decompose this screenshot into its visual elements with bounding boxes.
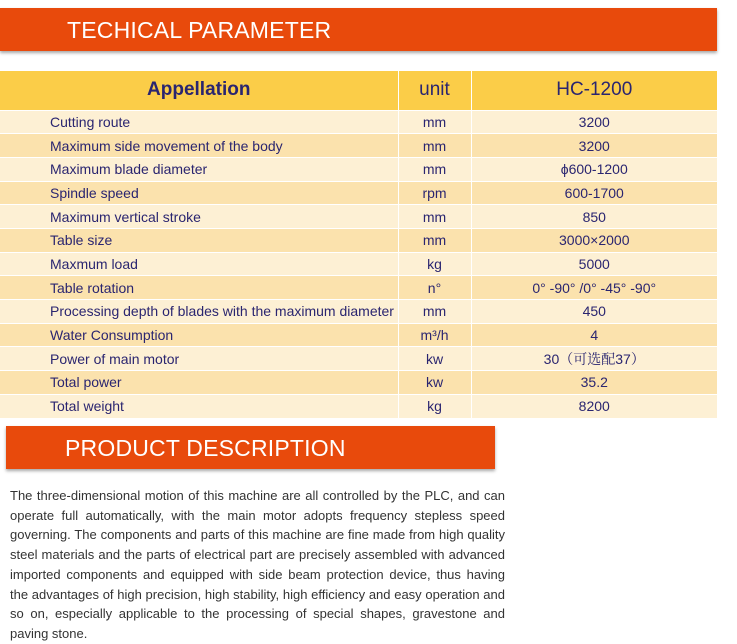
table-row [0,205,717,229]
unit-cell: kg [398,252,471,276]
unit-cell: kw [398,347,471,371]
value-cell: 8200 [471,394,717,418]
table-row [0,228,717,252]
table-row [0,276,717,300]
table-row [0,252,717,276]
value-cell: 5000 [471,252,717,276]
value-cell: 30（可选配37） [471,347,717,371]
parameter-name-cell: Maximum vertical stroke [0,205,398,229]
value-cell: 3200 [471,134,717,158]
unit-cell: rpm [398,181,471,205]
value-cell: 3000×2000 [471,228,717,252]
value-cell: 35.2 [471,371,717,395]
table-row [0,134,717,158]
parameter-name-cell: Cutting route [0,110,398,134]
section-title: TECHICAL PARAMETER [67,17,332,43]
parameter-name-cell: Processing depth of blades with the maximum diameter [0,300,398,324]
parameter-name-cell: Water Consumption [0,323,398,347]
section-banner-technical-parameter [0,8,717,51]
parameter-name-cell: Spindle speed [0,181,398,205]
column-header-appellation: Appellation [147,79,251,101]
table-row [0,110,717,134]
unit-cell: kg [398,394,471,418]
table-row [0,300,717,324]
unit-cell: kw [398,371,471,395]
unit-cell: mm [398,300,471,324]
table-row [0,347,717,371]
value-cell: ϕ600-1200 [471,157,717,181]
table-row [0,394,717,418]
unit-cell: mm [398,134,471,158]
unit-cell: mm [398,228,471,252]
parameter-name-cell: Maximum blade diameter [0,157,398,181]
column-header-unit: unit [398,71,471,110]
value-cell: 450 [471,300,717,324]
parameter-name-cell: Total power [0,371,398,395]
parameter-name-cell: Maxmum load [0,252,398,276]
table-row [0,371,717,395]
product-description-text: The three-dimensional motion of this machine are all controlled by the PLC, and can operate full automatically, with the main motor adopts frequency stepless speed governing. The components and parts of this machine are fine made from high quality steel materials and the parts of electrical part are precisely assembled with advanced imported components and equipped with side beam protection device, thus having the advantages of high precision, high stability, high efficiency and easy operation and so on, especially applicable to the processing of special shapes, gravestone and paving stone. [10,488,505,641]
parameter-name-cell: Table rotation [0,276,398,300]
table-row [0,157,717,181]
unit-cell: n° [398,276,471,300]
unit-cell: mm [398,157,471,181]
value-cell: 3200 [471,110,717,134]
value-cell: 600-1700 [471,181,717,205]
parameter-table [0,71,717,418]
unit-cell: mm [398,205,471,229]
table-header-row [0,71,717,110]
section-title: PRODUCT DESCRIPTION [65,435,346,461]
value-cell: 0° -90° /0° -45° -90° [471,276,717,300]
value-cell: 4 [471,323,717,347]
parameter-name-cell: Power of main motor [0,347,398,371]
table-row [0,181,717,205]
unit-cell: m³/h [398,323,471,347]
table-row [0,323,717,347]
section-banner-product-description [6,426,495,469]
column-header-model: HC-1200 [471,71,717,110]
parameter-name-cell: Total weight [0,394,398,418]
value-cell: 850 [471,205,717,229]
unit-cell: mm [398,110,471,134]
parameter-name-cell: Table size [0,228,398,252]
parameter-name-cell: Maximum side movement of the body [0,134,398,158]
